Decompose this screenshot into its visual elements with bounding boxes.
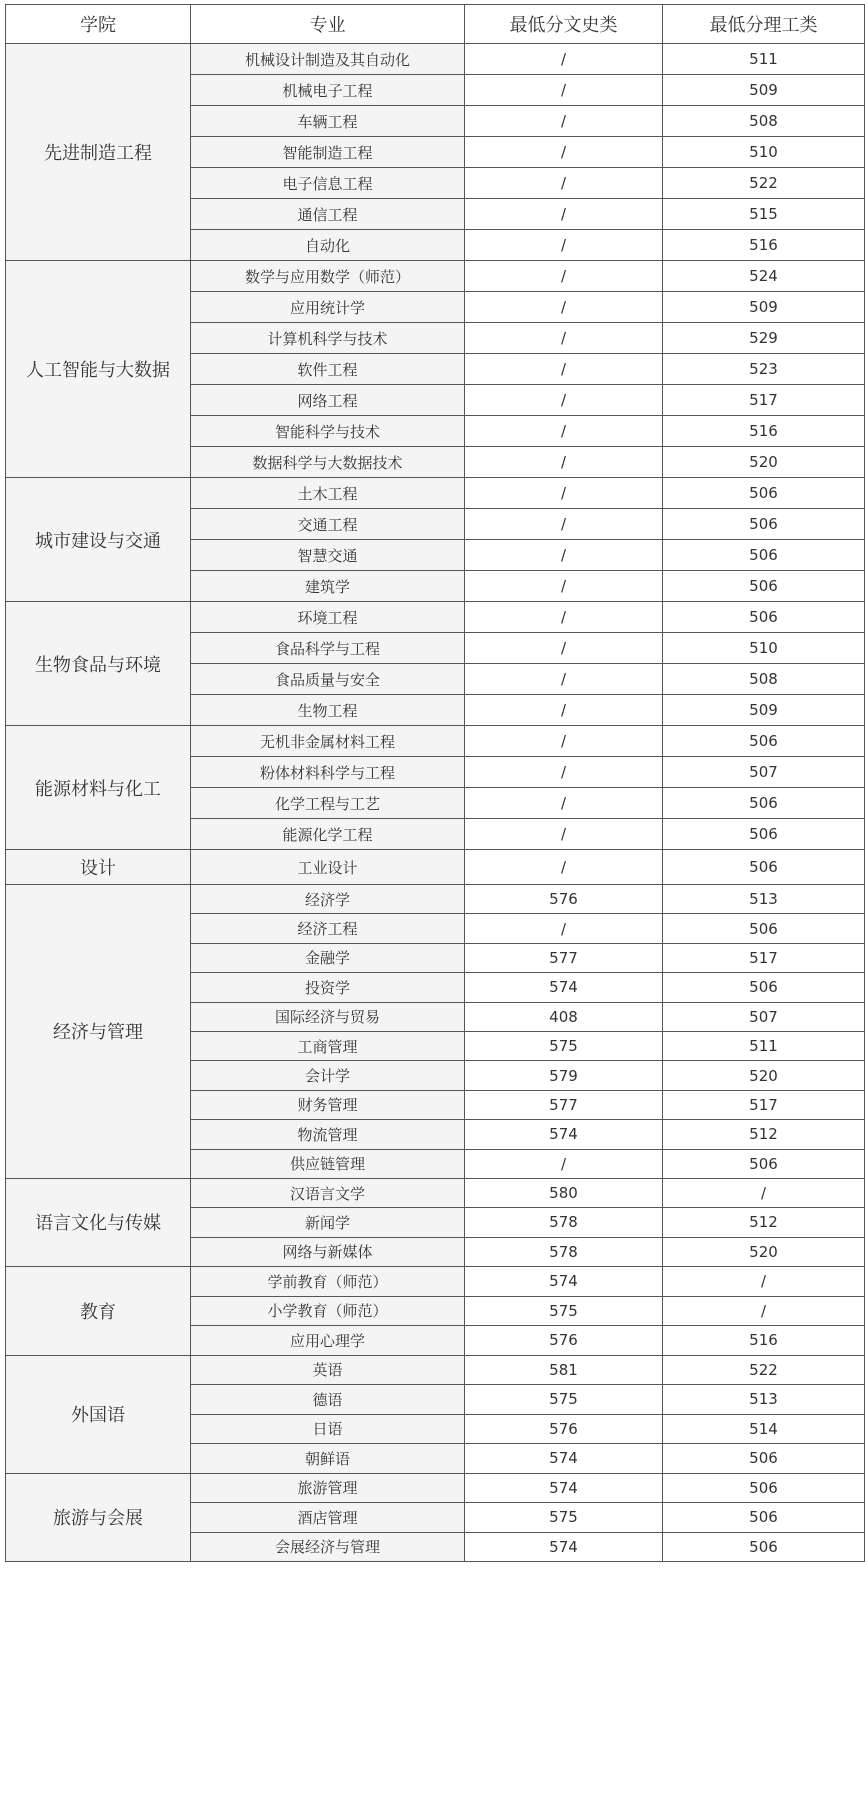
science-score-cell: 515 [663, 199, 865, 230]
science-score-cell: 513 [663, 885, 865, 914]
science-score-cell: 506 [663, 1149, 865, 1178]
major-cell: 学前教育（师范） [191, 1267, 465, 1297]
major-cell: 土木工程 [191, 478, 465, 509]
major-cell: 化学工程与工艺 [191, 788, 465, 819]
arts-score-cell: 577 [465, 1090, 663, 1119]
arts-score-cell: 574 [465, 1267, 663, 1297]
arts-score-cell: 574 [465, 973, 663, 1002]
table-row [6, 1178, 865, 1207]
table-row [6, 1355, 865, 1385]
science-score-cell: 516 [663, 1326, 865, 1356]
arts-score-cell: 575 [465, 1031, 663, 1060]
science-score-cell: 506 [663, 788, 865, 819]
table-row [6, 1473, 865, 1503]
arts-score-cell: / [465, 726, 663, 757]
science-score-cell: 512 [663, 1120, 865, 1149]
science-score-cell: 506 [663, 914, 865, 943]
arts-score-cell: / [465, 261, 663, 292]
arts-score-cell: / [465, 602, 663, 633]
college-cell: 生物食品与环境 [6, 602, 191, 726]
arts-score-cell: / [465, 788, 663, 819]
major-cell: 应用统计学 [191, 292, 465, 323]
arts-score-cell: 577 [465, 943, 663, 972]
arts-score-cell: / [465, 664, 663, 695]
arts-score-cell: / [465, 695, 663, 726]
major-cell: 生物工程 [191, 695, 465, 726]
science-score-cell: 509 [663, 695, 865, 726]
science-score-cell: 512 [663, 1208, 865, 1237]
college-cell: 教育 [6, 1267, 191, 1356]
arts-score-cell: 575 [465, 1503, 663, 1533]
major-cell: 供应链管理 [191, 1149, 465, 1178]
arts-score-cell: / [465, 757, 663, 788]
college-cell: 外国语 [6, 1355, 191, 1473]
arts-score-cell: / [465, 385, 663, 416]
major-cell: 通信工程 [191, 199, 465, 230]
major-cell: 会展经济与管理 [191, 1532, 465, 1562]
science-score-cell: / [663, 1296, 865, 1326]
major-cell: 自动化 [191, 230, 465, 261]
major-cell: 酒店管理 [191, 1503, 465, 1533]
science-score-cell: 513 [663, 1385, 865, 1415]
major-cell: 无机非金属材料工程 [191, 726, 465, 757]
science-score-cell: 516 [663, 416, 865, 447]
major-cell: 经济工程 [191, 914, 465, 943]
science-score-cell: 509 [663, 75, 865, 106]
arts-score-cell: / [465, 168, 663, 199]
arts-score-cell: 581 [465, 1355, 663, 1385]
major-cell: 金融学 [191, 943, 465, 972]
major-cell: 经济学 [191, 885, 465, 914]
major-cell: 德语 [191, 1385, 465, 1415]
science-score-cell: 510 [663, 633, 865, 664]
science-score-cell: 506 [663, 1503, 865, 1533]
college-cell: 能源材料与化工 [6, 726, 191, 850]
science-score-cell: 517 [663, 1090, 865, 1119]
major-cell: 软件工程 [191, 354, 465, 385]
arts-score-cell: / [465, 75, 663, 106]
science-score-cell: 517 [663, 385, 865, 416]
major-cell: 小学教育（师范） [191, 1296, 465, 1326]
arts-score-cell: / [465, 633, 663, 664]
science-score-cell: 506 [663, 1444, 865, 1474]
science-score-cell: 506 [663, 726, 865, 757]
arts-score-cell: 574 [465, 1473, 663, 1503]
arts-score-cell: / [465, 540, 663, 571]
arts-score-cell: / [465, 819, 663, 850]
major-cell: 智能科学与技术 [191, 416, 465, 447]
college-cell: 设计 [6, 850, 191, 885]
arts-score-cell: 578 [465, 1208, 663, 1237]
major-cell: 财务管理 [191, 1090, 465, 1119]
arts-score-cell: 408 [465, 1002, 663, 1031]
major-cell: 汉语言文学 [191, 1178, 465, 1207]
science-score-cell: 506 [663, 571, 865, 602]
science-score-cell: 523 [663, 354, 865, 385]
arts-score-cell: 580 [465, 1178, 663, 1207]
science-score-cell: 506 [663, 478, 865, 509]
arts-score-cell: / [465, 106, 663, 137]
science-score-cell: 529 [663, 323, 865, 354]
arts-score-cell: 575 [465, 1296, 663, 1326]
arts-score-cell: 579 [465, 1061, 663, 1090]
science-score-cell: 514 [663, 1414, 865, 1444]
science-score-cell: 507 [663, 1002, 865, 1031]
arts-score-cell: 578 [465, 1237, 663, 1266]
science-score-cell: 506 [663, 509, 865, 540]
table-row [6, 602, 865, 633]
arts-score-cell: 576 [465, 1414, 663, 1444]
arts-score-cell: / [465, 292, 663, 323]
science-score-cell: 517 [663, 943, 865, 972]
table-row [6, 261, 865, 292]
arts-score-cell: / [465, 1149, 663, 1178]
arts-score-cell: 574 [465, 1120, 663, 1149]
arts-score-cell: 574 [465, 1532, 663, 1562]
science-score-cell: 506 [663, 1532, 865, 1562]
college-cell: 旅游与会展 [6, 1473, 191, 1562]
science-score-cell: 507 [663, 757, 865, 788]
major-cell: 旅游管理 [191, 1473, 465, 1503]
major-cell: 机械设计制造及其自动化 [191, 44, 465, 75]
college-cell: 先进制造工程 [6, 44, 191, 261]
header-major: 专业 [191, 5, 465, 44]
major-cell: 智慧交通 [191, 540, 465, 571]
arts-score-cell: / [465, 416, 663, 447]
major-cell: 日语 [191, 1414, 465, 1444]
major-cell: 工商管理 [191, 1031, 465, 1060]
major-cell: 会计学 [191, 1061, 465, 1090]
college-cell: 经济与管理 [6, 885, 191, 1179]
science-score-cell: 506 [663, 819, 865, 850]
admission-score-table [5, 4, 865, 1562]
arts-score-cell: / [465, 447, 663, 478]
table-row [6, 726, 865, 757]
science-score-cell: 508 [663, 106, 865, 137]
table-row [6, 1267, 865, 1297]
arts-score-cell: 575 [465, 1385, 663, 1415]
major-cell: 智能制造工程 [191, 137, 465, 168]
science-score-cell: 509 [663, 292, 865, 323]
arts-score-cell: / [465, 44, 663, 75]
arts-score-cell: / [465, 478, 663, 509]
major-cell: 数学与应用数学（师范） [191, 261, 465, 292]
major-cell: 能源化学工程 [191, 819, 465, 850]
science-score-cell: 520 [663, 1237, 865, 1266]
arts-score-cell: 576 [465, 1326, 663, 1356]
table-row [6, 478, 865, 509]
arts-score-cell: / [465, 571, 663, 602]
arts-score-cell: 576 [465, 885, 663, 914]
college-cell: 人工智能与大数据 [6, 261, 191, 478]
arts-score-cell: / [465, 850, 663, 885]
major-cell: 食品科学与工程 [191, 633, 465, 664]
major-cell: 工业设计 [191, 850, 465, 885]
science-score-cell: 510 [663, 137, 865, 168]
major-cell: 计算机科学与技术 [191, 323, 465, 354]
major-cell: 数据科学与大数据技术 [191, 447, 465, 478]
arts-score-cell: / [465, 354, 663, 385]
header-college: 学院 [6, 5, 191, 44]
major-cell: 粉体材料科学与工程 [191, 757, 465, 788]
major-cell: 电子信息工程 [191, 168, 465, 199]
major-cell: 物流管理 [191, 1120, 465, 1149]
science-score-cell: 506 [663, 850, 865, 885]
science-score-cell: 520 [663, 1061, 865, 1090]
science-score-cell: 506 [663, 602, 865, 633]
major-cell: 机械电子工程 [191, 75, 465, 106]
science-score-cell: 511 [663, 44, 865, 75]
major-cell: 国际经济与贸易 [191, 1002, 465, 1031]
major-cell: 网络与新媒体 [191, 1237, 465, 1266]
table-body [6, 44, 865, 1562]
major-cell: 车辆工程 [191, 106, 465, 137]
science-score-cell: / [663, 1178, 865, 1207]
major-cell: 网络工程 [191, 385, 465, 416]
science-score-cell: 522 [663, 1355, 865, 1385]
header-min-score-arts: 最低分文史类 [465, 5, 663, 44]
arts-score-cell: / [465, 230, 663, 261]
table-row [6, 44, 865, 75]
arts-score-cell: / [465, 137, 663, 168]
major-cell: 建筑学 [191, 571, 465, 602]
science-score-cell: 516 [663, 230, 865, 261]
table-row [6, 850, 865, 885]
table-row [6, 885, 865, 914]
major-cell: 新闻学 [191, 1208, 465, 1237]
major-cell: 交通工程 [191, 509, 465, 540]
arts-score-cell: / [465, 199, 663, 230]
science-score-cell: 522 [663, 168, 865, 199]
science-score-cell: 506 [663, 973, 865, 1002]
science-score-cell: 520 [663, 447, 865, 478]
science-score-cell: 524 [663, 261, 865, 292]
arts-score-cell: / [465, 323, 663, 354]
science-score-cell: 511 [663, 1031, 865, 1060]
major-cell: 应用心理学 [191, 1326, 465, 1356]
header-min-score-science: 最低分理工类 [663, 5, 865, 44]
science-score-cell: 508 [663, 664, 865, 695]
science-score-cell: / [663, 1267, 865, 1297]
major-cell: 投资学 [191, 973, 465, 1002]
major-cell: 环境工程 [191, 602, 465, 633]
major-cell: 食品质量与安全 [191, 664, 465, 695]
arts-score-cell: / [465, 914, 663, 943]
major-cell: 英语 [191, 1355, 465, 1385]
college-cell: 语言文化与传媒 [6, 1178, 191, 1266]
college-cell: 城市建设与交通 [6, 478, 191, 602]
science-score-cell: 506 [663, 540, 865, 571]
major-cell: 朝鲜语 [191, 1444, 465, 1474]
table-header-row [6, 5, 865, 44]
science-score-cell: 506 [663, 1473, 865, 1503]
arts-score-cell: 574 [465, 1444, 663, 1474]
arts-score-cell: / [465, 509, 663, 540]
